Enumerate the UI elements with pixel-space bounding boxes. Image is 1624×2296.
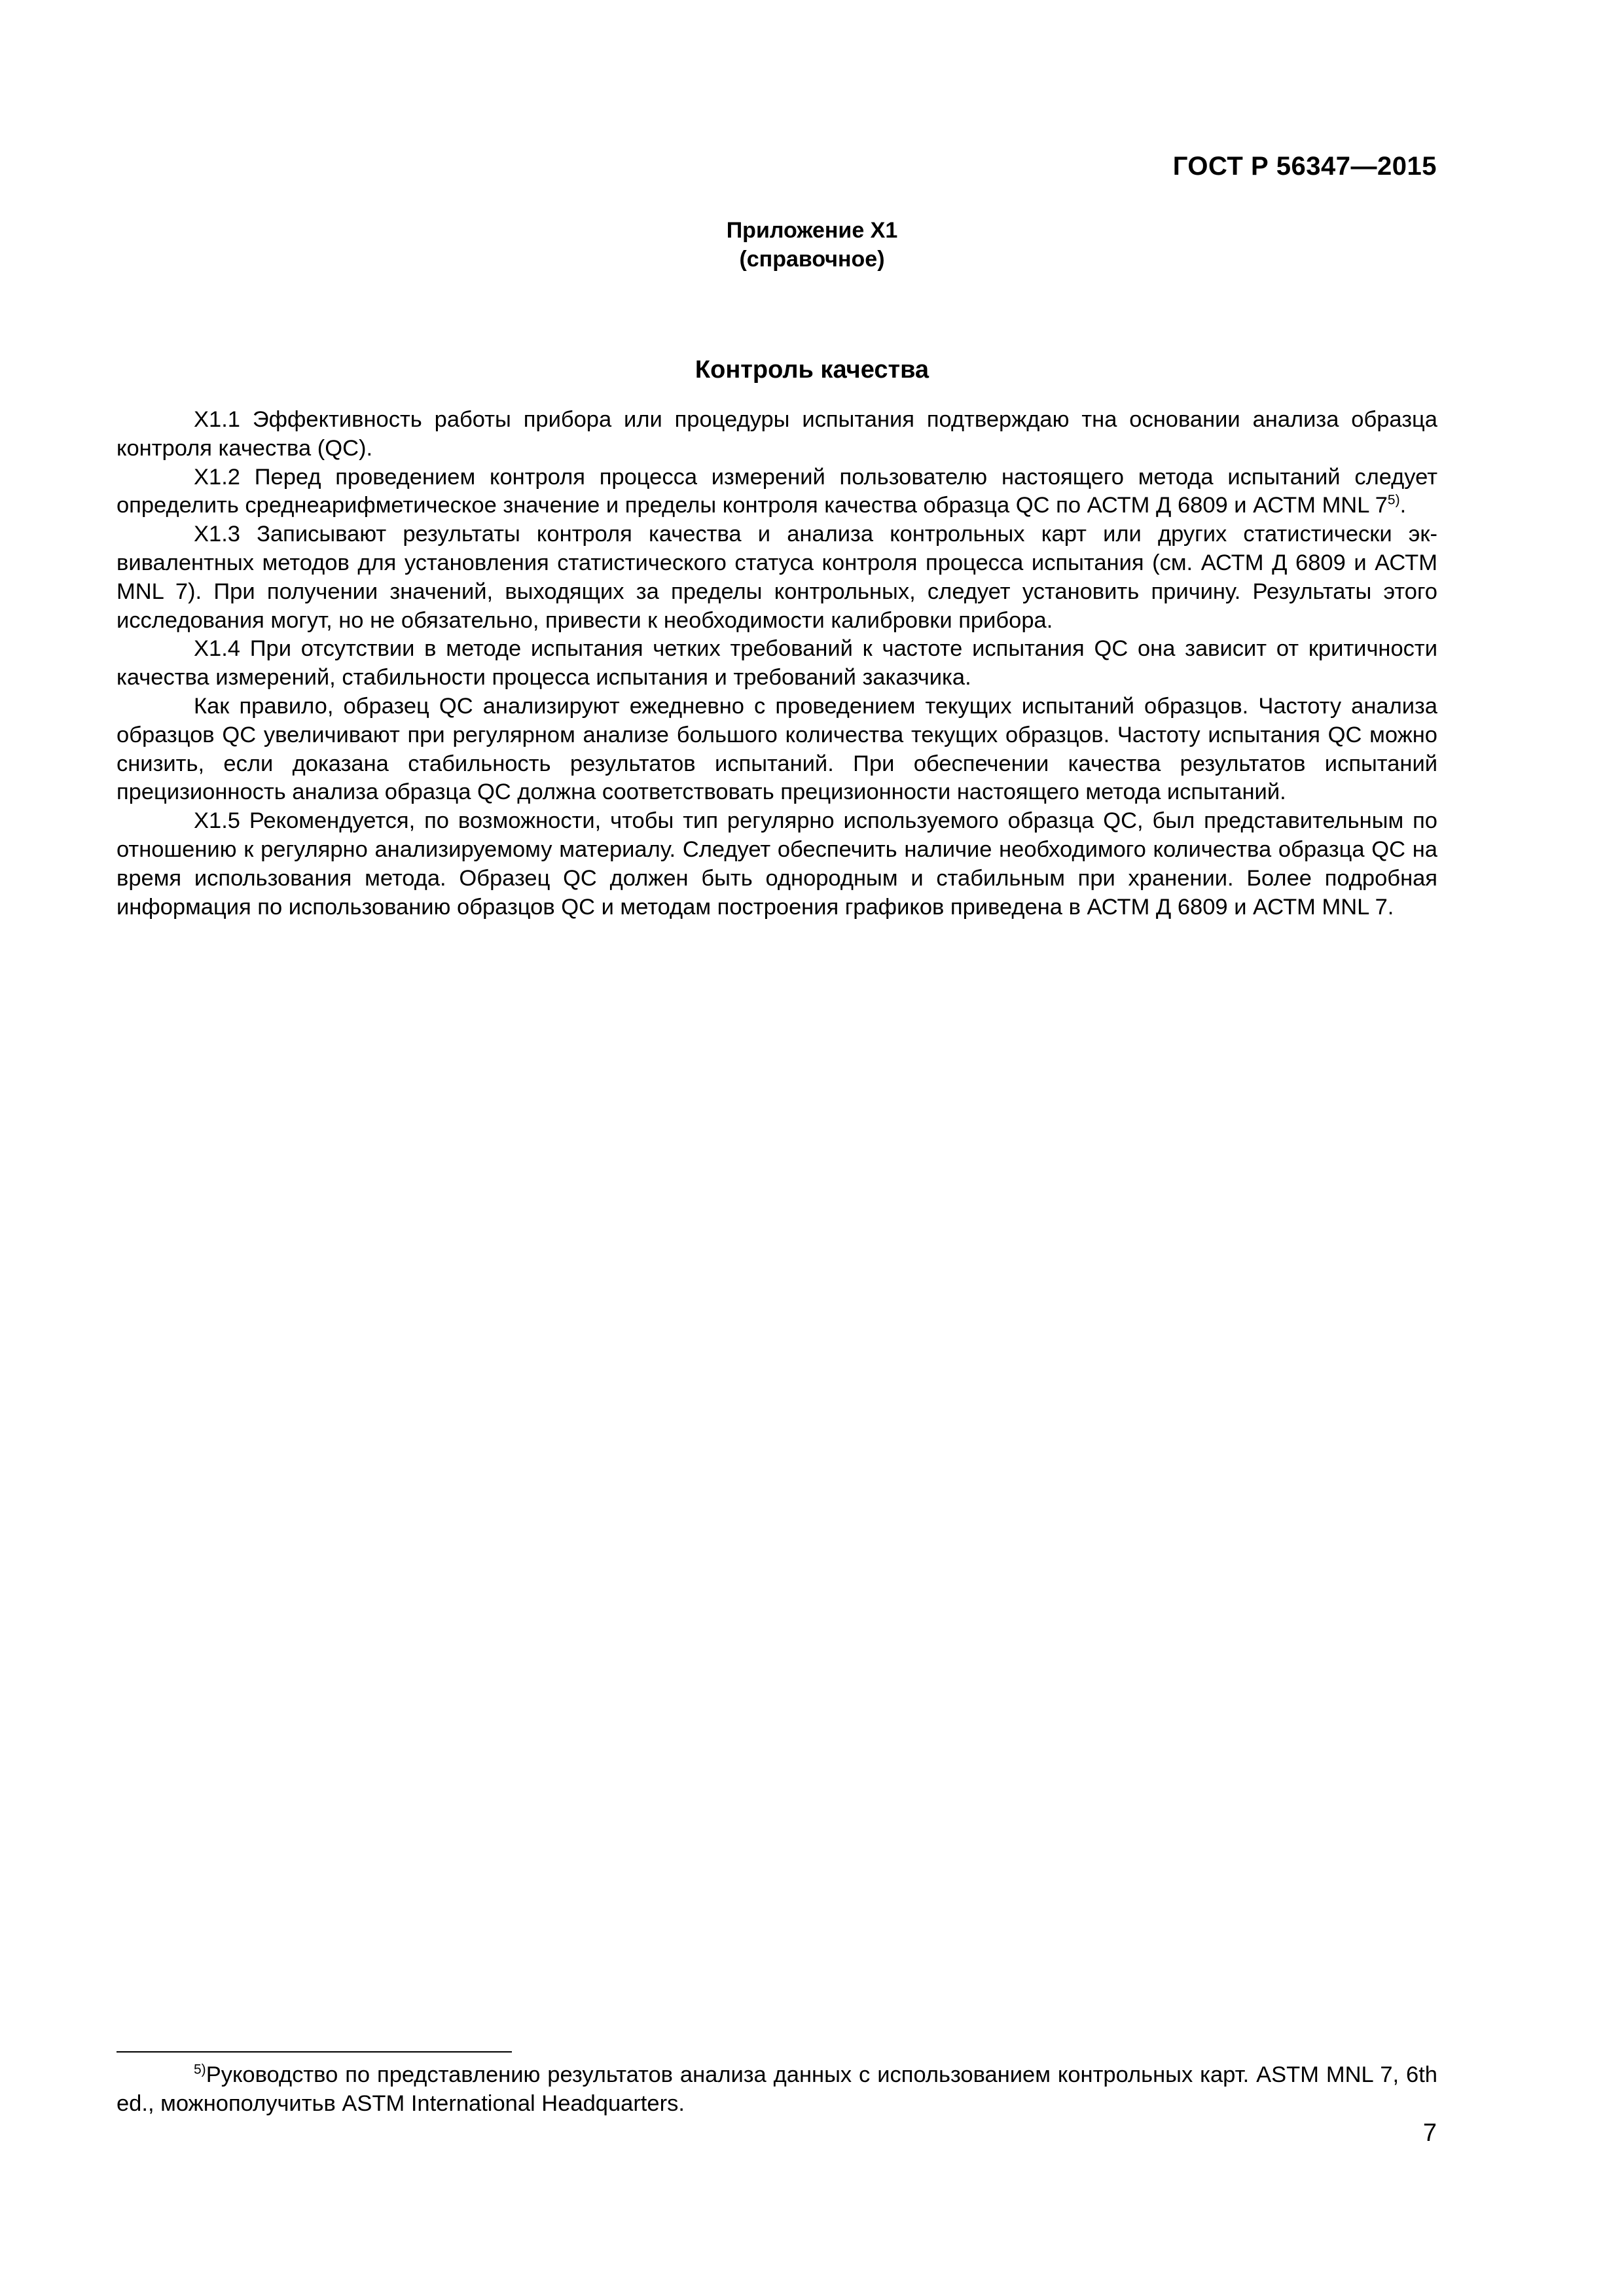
paragraph-x1-1: Х1.1 Эффективность работы прибора или процедуры испытания подтверждаю тна основании анализа образца контроля качества (QC).	[117, 407, 1437, 461]
footnote-paragraph	[117, 2060, 1437, 2118]
document-code: ГОСТ Р 56347—2015	[1172, 152, 1437, 181]
appendix-heading	[0, 216, 1624, 274]
paragraph-x1-4: Х1.4 При отсутствии в методе испытания четких требований к частоте испытания QC она зависит от критичности качества измерений, стабильности процесса испытания и требований заказчика.	[117, 636, 1437, 691]
footnote-separator	[117, 2051, 512, 2053]
body-text	[117, 406, 1437, 922]
paragraph-x1-5: Х1.5 Рекомендуется, по возможности, чтобы тип регулярно используемого образца QC, был представительным по отношению к регулярно анализируемому материалу. Следует обеспечить наличие необходимого количества образца QC на время использования метода. Образец QC должен быть однородным и стабильным при хранении. Более подробная информация по использованию образцов QC и методам построения графиков приведена в АСТМ Д 6809 и АСТМ MNL 7.	[117, 808, 1437, 920]
paragraph-qc-frequency: Как правило, образец QC анализируют ежедневно с проведением текущих испытаний образцов. Частоту анализа образцов QC увеличивают при регулярном анализе большого количества текущих образцов. Частоту испытания QC можно снизить, если доказана стабильность результатов испытаний. При обеспечении качества результатов испытаний прецизионность анализа образца QC должна соответствовать прецизионности настоящего метода испытаний.	[117, 693, 1437, 805]
paragraph-x1-3: Х1.3 Записывают результаты контроля качества и анализа контрольных карт или других статистически эквивалентных методов для установления статистического статуса контроля процесса испытания (см. АСТМ Д 6809 и АСТМ MNL 7). При получении значений, выходящих за пределы контрольных, следует установить причину. Результаты этого исследования могут, но не обязательно, привести к необходимости калибровки прибора.	[117, 522, 1437, 633]
footnote	[117, 2060, 1437, 2118]
footnote-marker: 5)	[194, 2062, 206, 2077]
paragraph-x1-2	[117, 463, 1437, 521]
footnote-reference: 5)	[1387, 492, 1400, 508]
footnote-text: Руководство по представлению результатов анализа данных с использованием контрольных карт. ASTM MNL 7, 6th ed., можнополучитьв ASTM International Headquarters.	[117, 2062, 1437, 2116]
appendix-subtitle: (справочное)	[739, 247, 885, 272]
paragraph-x1-2-end: .	[1399, 493, 1407, 518]
paragraph-x1-2-text: Х1.2 Перед проведением контроля процесса измерений пользователю настоящего метода испытаний следует определить среднеарифметическое значение и пределы контроля качества образца QC по АСТМ Д 6809 и АСТМ MNL 7	[117, 464, 1437, 518]
appendix-title: Приложение Х1	[726, 218, 898, 243]
page-number: 7	[1422, 2119, 1437, 2147]
section-title: Контроль качества	[695, 356, 929, 384]
